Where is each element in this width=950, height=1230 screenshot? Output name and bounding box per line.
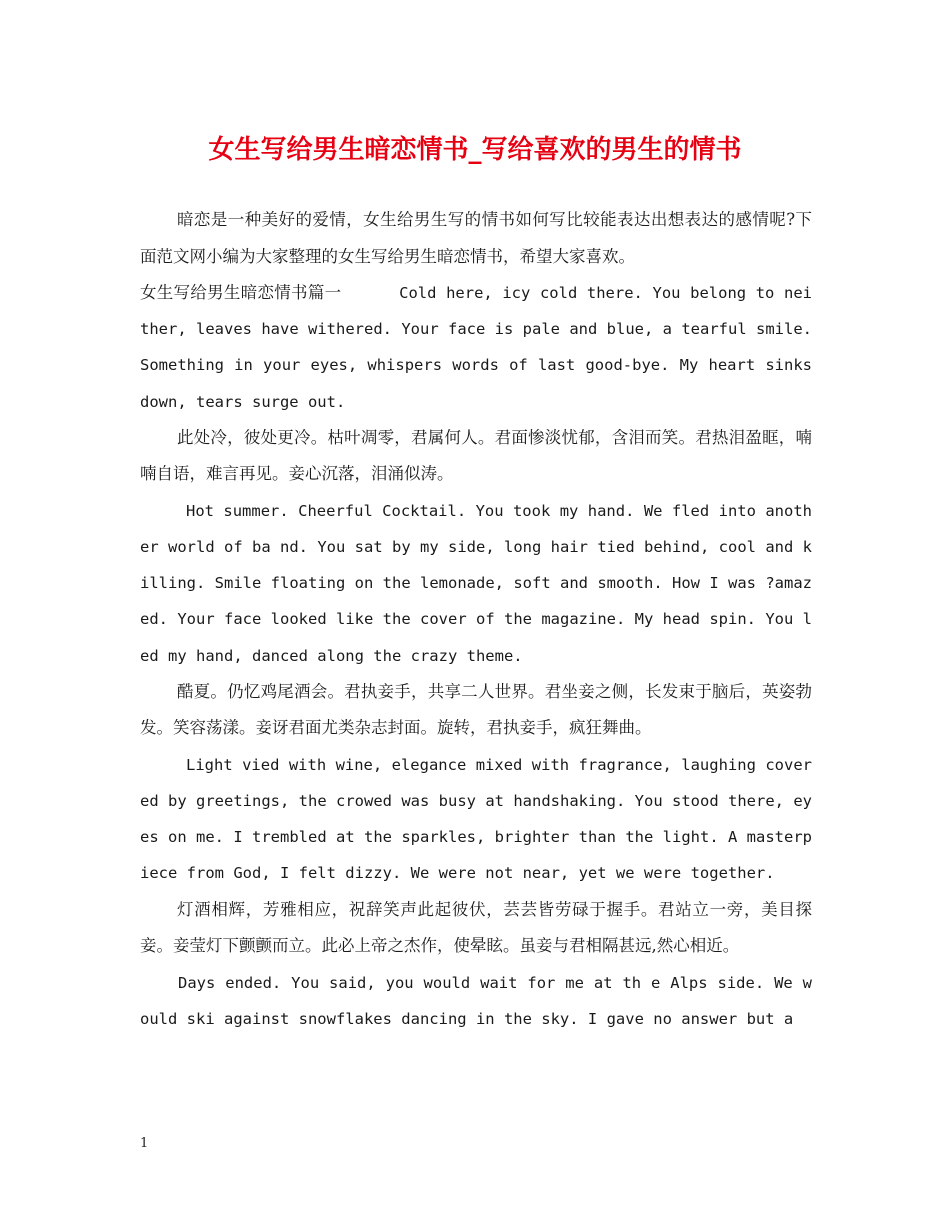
chinese-paragraph-3: 灯酒相辉，芳雅相应，祝辞笑声此起彼伏，芸芸皆劳碌于握手。君站立一旁，美目探 妾。妾莹灯下颤颤而立。此必上帝之杰作，使晕眩。虽妾与君相隔甚远,然心相近。: [140, 899, 812, 956]
chinese-paragraph-1: 此处冷，彼处更冷。枯叶凋零，君属何人。君面惨淡忧郁，含泪而笑。君热泪盈眶，喃喃自语，难言再见。妾心沉落，泪涌似涛。: [140, 427, 812, 484]
intro-paragraph: 暗恋是一种美好的爱情，女生给男生写的情书如何写比较能表达出想表达的感情呢?下面范文网小编为大家整理的女生写给男生暗恋情书，希望大家喜欢。: [140, 210, 812, 266]
section-heading: 女生写给男生暗恋情书篇一: [140, 283, 342, 302]
english-paragraph-3: Light vied with wine, elegance mixed with fragrance, laughing covered by greetings, the crowed was busy at handshaking. You stood there, eyes on me. I trembled at the sparkles, brighter than the light. A masterpiece from God, I felt dizzy. We were not near, yet we were together.: [140, 755, 812, 883]
page-number: 1: [140, 1136, 149, 1151]
chinese-paragraph-2: 酷夏。仍忆鸡尾酒会。君执妾手，共享二人世界。君坐妾之侧，长发束于脑后，英姿勃发。笑容荡漾。妾讶君面尤类杂志封面。旋转，君执妾手，疯狂舞曲。: [140, 681, 812, 738]
english-paragraph-1: Cold here, icy cold there. You belong to neither, leaves have withered. Your face is pale and blue, a tearful smile. Something in your eyes, whispers words of last good-bye. My heart sinks down, tears surge out.: [140, 284, 812, 411]
document-title: 女生写给男生暗恋情书_写给喜欢的男生的情书: [208, 135, 742, 165]
english-paragraph-4: Days ended. You said, you would wait for me at th e Alps side. We would ski against snowflakes dancing in the sky. I gave no answer but a: [140, 973, 812, 1028]
document-body: [140, 202, 812, 1037]
english-paragraph-2: Hot summer. Cheerful Cocktail. You took my hand. We fled into another world of ba nd. You sat by my side, long hair tied behind, cool and killing. Smile floating on the lemonade, soft and smooth. How I was ?amazed. Your face looked like the cover of the magazine. My head spin. You led my hand, danced along the crazy theme.: [140, 501, 812, 665]
section-heading-paragraph: [140, 275, 812, 420]
